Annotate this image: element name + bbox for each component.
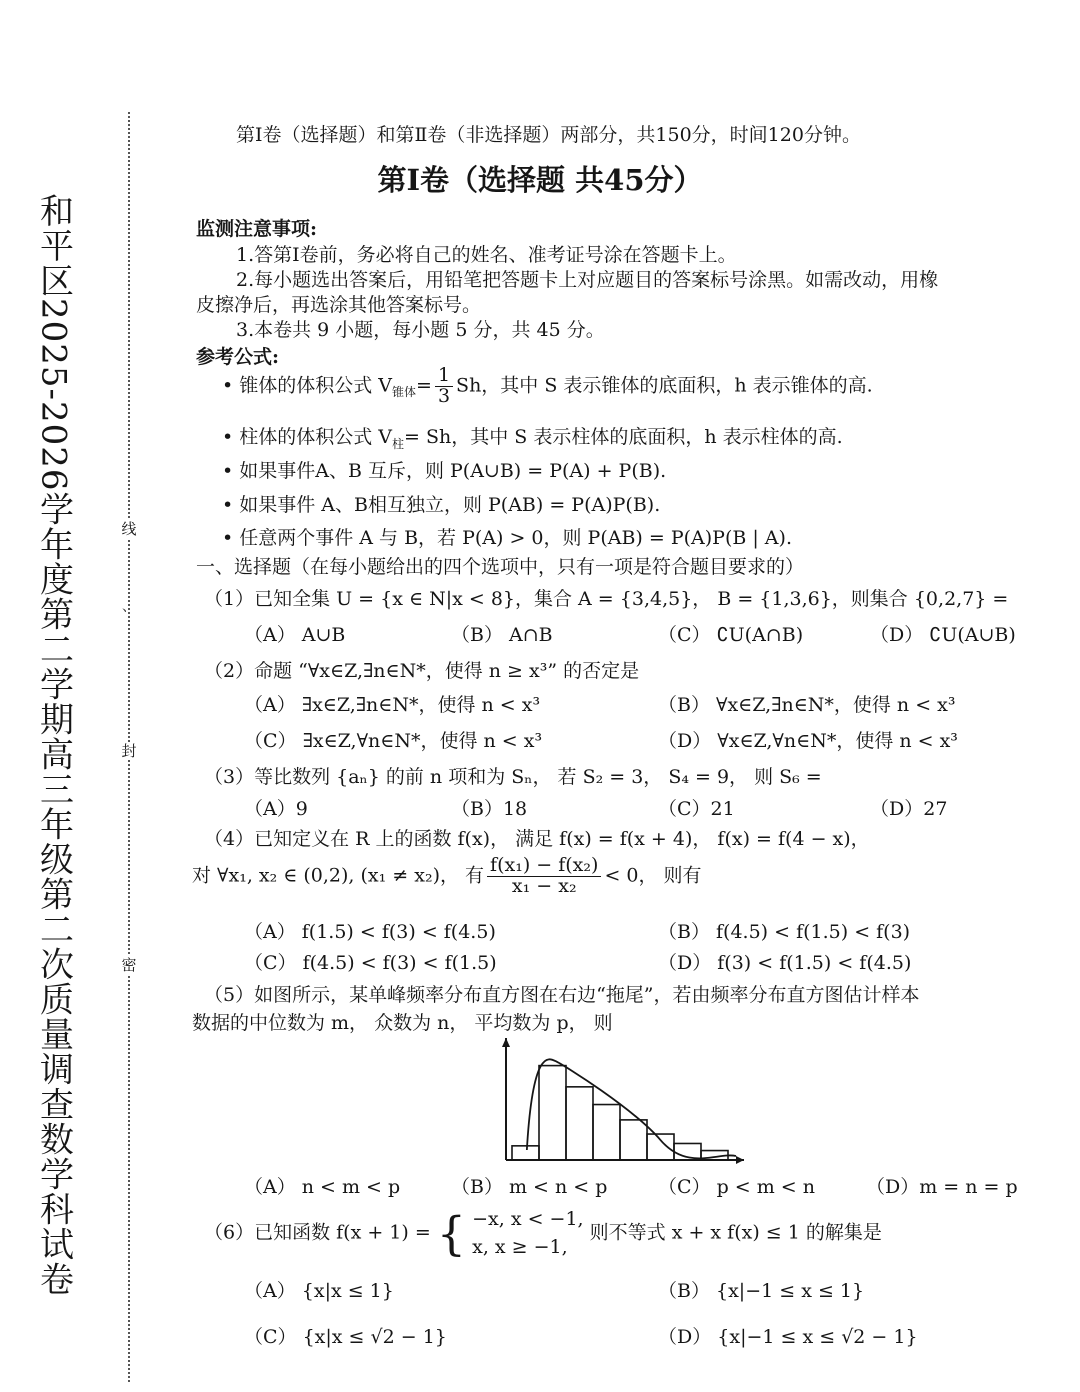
histogram-bar — [539, 1066, 566, 1160]
q6-piecewise-brace: { — [436, 1206, 467, 1261]
q1-option-b: （B） A∩B — [451, 624, 553, 646]
q2-option-d: （D） ∀x∈Z,∀n∈N*，使得 n < x³ — [658, 730, 958, 752]
formula-heading: 参考公式: — [196, 346, 280, 368]
histogram-bar — [566, 1087, 593, 1160]
q5-option-a: （A） n < m < p — [244, 1176, 401, 1198]
notice-item-3: 3.本卷共 9 小题，每小题 5 分，共 45 分。 — [236, 319, 605, 341]
q6-piecewise — [472, 1206, 583, 1261]
formula-cylinder-post: = Sh，其中 S 表示柱体的底面积，h 表示柱体的高. — [404, 426, 843, 448]
side-title: 和平区2025-2026学年度第二学期高三年级第二次质量调查数学科试卷 — [33, 193, 74, 1297]
notice-item-2-cont: 皮擦净后，再选涂其他答案标号。 — [196, 294, 482, 316]
question-5-stem-cont: 数据的中位数为 m， 众数为 n， 平均数为 p， 则 — [192, 1012, 613, 1034]
page-title: 第Ⅰ卷（选择题 共45分） — [377, 163, 703, 197]
question-4-stem: （4）已知定义在 R 上的函数 f(x)， 满足 f(x) = f(x + 4)， f(x) = f(4 − x)， — [204, 828, 870, 850]
formula-cone-sub: 锥体 — [392, 385, 417, 400]
q6-case-1: −x, x < −1, — [472, 1208, 584, 1230]
q1-option-d: （D） ∁U(A∪B) — [870, 624, 1016, 646]
q6-option-b: （B） {x|−1 ≤ x ≤ 1} — [658, 1280, 865, 1302]
q3-option-b: （B）18 — [451, 798, 528, 820]
q4-option-a: （A） f(1.5) < f(3) < f(4.5) — [244, 921, 496, 943]
q3-option-d: （D）27 — [870, 798, 948, 820]
formula-exclusive: • 如果事件A、B 互斥，则 P(A∪B) = P(A) + P(B). — [222, 460, 667, 482]
histogram-bar — [647, 1134, 674, 1160]
q4-fraction-numerator: f(x₁) − f(x₂) — [487, 856, 601, 877]
formula-cone-pre: • 锥体的体积公式 V — [222, 374, 393, 397]
notice-item-2: 2.每小题选出答案后，用铅笔把答题卡上对应题目的答案标号涂黑。如需改动，用橡 — [236, 269, 939, 291]
q5-option-b: （B） m < n < p — [451, 1176, 608, 1198]
histogram-x-arrow — [736, 1156, 744, 1164]
histogram-bar — [620, 1120, 647, 1160]
histogram-figure — [488, 1034, 748, 1172]
q4-condition-post: < 0， 则有 — [604, 864, 702, 887]
exam-intro: 第Ⅰ卷（选择题）和第Ⅱ卷（非选择题）两部分，共150分，时间120分钟。 — [236, 124, 861, 146]
formula-cone-fraction — [435, 366, 453, 407]
question-5-stem: （5）如图所示，某单峰频率分布直方图在右边“拖尾”，若由频率分布直方图估计样本 — [204, 984, 920, 1006]
binding-line-mark: 线 — [121, 520, 137, 538]
histogram-density-curve — [527, 1059, 736, 1158]
notice-item-1: 1.答第Ⅰ卷前，务必将自己的姓名、准考证号涂在答题卡上。 — [236, 244, 737, 266]
question-3-stem: （3）等比数列 {aₙ} 的前 n 项和为 Sₙ， 若 S₂ = 3， S₄ = 9， 则 S₆ = — [204, 766, 822, 788]
notice-heading: 监测注意事项: — [196, 218, 318, 240]
binding-seal-mark: 封 — [121, 742, 137, 760]
binding-dash-mark: 、 — [122, 599, 136, 615]
formula-cylinder-pre: • 柱体的体积公式 V — [222, 426, 393, 448]
q5-option-c: （C） p < m < n — [658, 1176, 815, 1198]
q6-case-2: x, x ≥ −1, — [472, 1235, 568, 1258]
binding-secret-mark: 密 — [121, 956, 137, 974]
q4-option-b: （B） f(4.5) < f(1.5) < f(3) — [658, 921, 911, 943]
question-4-condition — [192, 856, 702, 897]
q6-stem-post: 则不等式 x + x f(x) ≤ 1 的解集是 — [589, 1221, 882, 1244]
q3-option-c: （C）21 — [658, 798, 735, 820]
formula-cylinder — [222, 422, 843, 452]
histogram-y-arrow — [502, 1038, 510, 1047]
formula-cone-post: Sh，其中 S 表示锥体的底面积，h 表示锥体的高. — [456, 374, 873, 397]
q3-option-a: （A）9 — [244, 798, 308, 820]
q6-option-c: （C） {x|x ≤ √2 − 1} — [244, 1326, 447, 1348]
q4-option-d: （D） f(3) < f(1.5) < f(4.5) — [658, 952, 912, 974]
formula-cone-eq: = — [416, 374, 432, 397]
q1-option-c: （C） ∁U(A∩B) — [658, 624, 804, 646]
q1-option-a: （A） A∪B — [244, 624, 346, 646]
q2-option-b: （B） ∀x∈Z,∃n∈N*，使得 n < x³ — [658, 694, 956, 716]
histogram-bar — [512, 1146, 539, 1160]
histogram-bar — [593, 1105, 620, 1160]
q6-option-a: （A） {x|x ≤ 1} — [244, 1280, 394, 1302]
q6-option-d: （D） {x|−1 ≤ x ≤ √2 − 1} — [658, 1326, 918, 1348]
q4-fraction-denominator: x₁ − x₂ — [511, 874, 577, 897]
fraction-numerator: 1 — [435, 366, 453, 387]
fraction-denominator: 3 — [437, 384, 451, 407]
formula-independent: • 如果事件 A、B相互独立，则 P(AB) = P(A)P(B). — [222, 494, 661, 516]
formula-cone — [222, 366, 873, 407]
q4-condition-pre: 对 ∀x₁, x₂ ∈ (0,2), (x₁ ≠ x₂)， 有 — [192, 864, 485, 887]
q2-option-c: （C） ∃x∈Z,∀n∈N*，使得 n < x³ — [244, 730, 543, 752]
q4-option-c: （C） f(4.5) < f(3) < f(1.5) — [244, 952, 497, 974]
formula-cylinder-sub: 柱 — [392, 436, 405, 451]
q4-fraction — [487, 856, 601, 897]
q6-stem-pre: （6）已知函数 f(x + 1) = — [204, 1221, 431, 1244]
formula-conditional: • 任意两个事件 A 与 B，若 P(A) > 0，则 P(AB) = P(A)P(B | A). — [222, 527, 792, 549]
question-6-stem — [204, 1206, 882, 1261]
q5-option-d: （D）m = n = p — [866, 1176, 1018, 1198]
question-2-stem: （2）命题 “∀x∈Z,∃n∈N*，使得 n ≥ x³” 的否定是 — [204, 660, 640, 682]
section-heading: 一、选择题（在每小题给出的四个选项中，只有一项是符合题目要求的） — [196, 556, 805, 578]
q2-option-a: （A） ∃x∈Z,∃n∈N*，使得 n < x³ — [244, 694, 541, 716]
question-1-stem: （1）已知全集 U = {x ∈ N|x < 8}，集合 A = {3,4,5}， B = {1,3,6}，则集合 {0,2,7} = — [204, 588, 1009, 610]
